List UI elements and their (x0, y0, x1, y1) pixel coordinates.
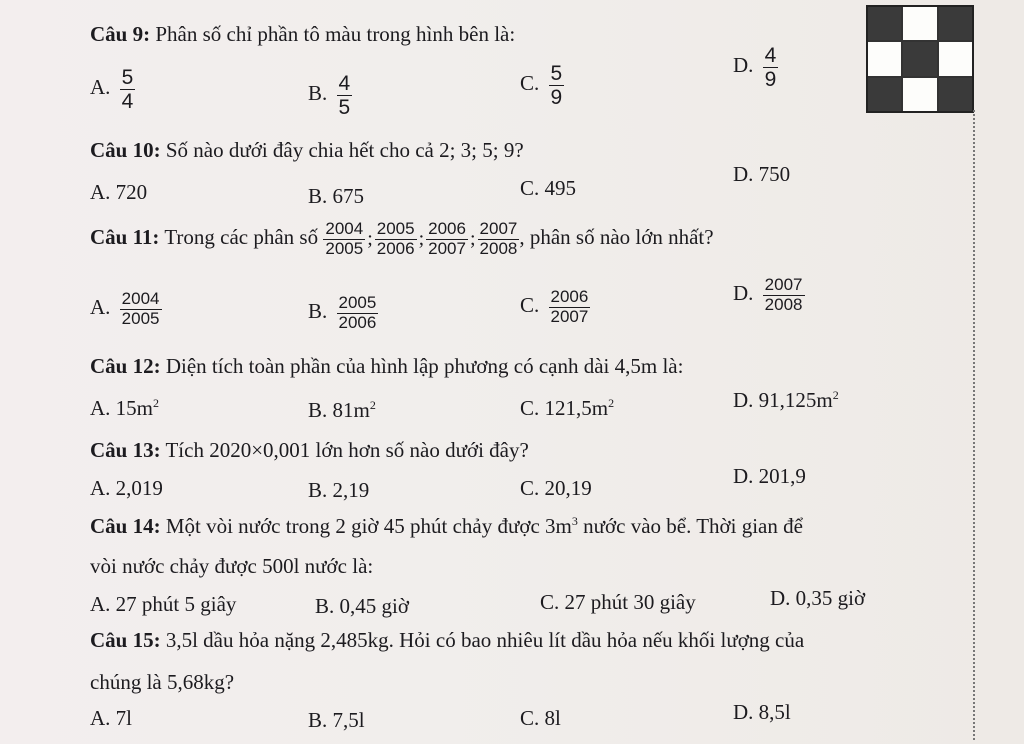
shaded-cell (939, 78, 972, 111)
fraction: $\frac{2005}{2006}$ (376, 219, 415, 258)
question-14-line-2: vòi nước chảy được 500l nước là: (90, 554, 374, 578)
option-c: C. $\frac{2006}{2007}$ (520, 287, 589, 326)
option-b: B. 675 (308, 184, 365, 208)
blank-cell (939, 42, 972, 75)
option-a: A. 27 phút 5 giây (90, 592, 237, 616)
option-b: B. 2,19 (308, 478, 370, 502)
question-text: Trong các phân số (164, 225, 319, 249)
question-label: Câu 12: (90, 354, 161, 378)
volume: $3m^3$ (545, 514, 578, 538)
option-b: B. 0,45 giờ (315, 594, 409, 618)
checkerboard-figure (866, 5, 974, 113)
shaded-cell (939, 7, 972, 40)
option-a: A. 7l (90, 706, 132, 730)
option-d: D. 201,9 (733, 464, 806, 488)
option-a: A. $\frac{2004}{2005}$ (90, 289, 160, 328)
question-text: 3,5l dầu hỏa nặng 2,485kg. Hỏi có bao nhiêu lít dầu hỏa nếu khối lượng của (165, 628, 805, 652)
margin-dotted-line (973, 110, 975, 740)
question-10 (90, 138, 524, 163)
option-c: C. $121,5m^2$ (520, 396, 615, 420)
question-label: Câu 14: (90, 514, 161, 538)
fraction: $\frac{5}{9}$ (550, 62, 563, 110)
option-c: C. 495 (520, 176, 577, 200)
blank-cell (903, 7, 936, 40)
option-d: D. 0,35 giờ (770, 586, 866, 610)
option-d: D. 750 (733, 162, 791, 186)
question-text-tail: , phân số nào lớn nhất? (519, 225, 714, 249)
question-label: Câu 11: (90, 225, 160, 249)
option-a: A. 720 (90, 180, 148, 204)
fraction: $\frac{5}{4}$ (121, 66, 134, 114)
option-d: D. 8,5l (733, 700, 791, 724)
question-11: Câu 11: Trong các phân số $\frac{2004}{2005}$ ; $\frac{2005}{2006}$ ; $\frac{2006}{2007}$ ; $\frac{2007}{2008}$ , phân số nào lớn nhất? (90, 219, 714, 258)
question-label: Câu 13: (90, 438, 161, 462)
fraction: $\frac{2006}{2007}$ (428, 219, 466, 258)
fraction: $\frac{2005}{2006}$ (338, 293, 377, 332)
shaded-cell (868, 7, 901, 40)
fraction: $\frac{2007}{2008}$ (479, 219, 518, 258)
blank-cell (903, 78, 936, 111)
fraction: $\frac{4}{9}$ (764, 44, 777, 92)
option-c: C. 8l (520, 706, 561, 730)
option-c: C. 27 phút 30 giây (540, 590, 696, 614)
fraction: $\frac{4}{5}$ (338, 72, 351, 120)
fraction: $\frac{2006}{2007}$ (550, 287, 589, 326)
option-c: C. 20,19 (520, 476, 592, 500)
question-text: Số nào dưới đây chia hết cho cả 2; 3; 5; 9? (165, 138, 524, 162)
question-14 (90, 514, 803, 539)
question-text: Tích 2020×0,001 lớn hơn số nào dưới đây? (165, 438, 529, 462)
option-d: D. $91,125m^2$ (733, 388, 839, 412)
question-label: Câu 9: (90, 22, 151, 46)
question-text: Một vòi nước trong 2 giờ 45 phút chảy được (165, 514, 540, 538)
option-b: B. $81m^2$ (308, 398, 376, 422)
question-12 (90, 354, 683, 379)
option-a: A. $15m^2$ (90, 396, 159, 420)
question-text-tail: nước vào bể. Thời gian để (583, 514, 803, 538)
question-text: Diện tích toàn phần của hình lập phương có cạnh dài 4,5m là: (165, 354, 684, 378)
question-15-line-2: chúng là 5,68kg? (90, 670, 235, 694)
fraction: $\frac{2004}{2005}$ (121, 289, 160, 328)
option-c: C. $\frac{5}{9}$ (520, 62, 563, 110)
question-15 (90, 628, 804, 653)
question-label: Câu 10: (90, 138, 161, 162)
question-13 (90, 438, 529, 463)
option-a: A. 2,019 (90, 476, 163, 500)
question-text: Phân số chỉ phần tô màu trong hình bên là: (155, 22, 516, 46)
option-d: D. $\frac{4}{9}$ (733, 44, 777, 92)
blank-cell (868, 42, 901, 75)
option-d: D. $\frac{2007}{2008}$ (733, 275, 803, 314)
option-a: A. $\frac{5}{4}$ (90, 66, 134, 114)
option-b: B. $\frac{4}{5}$ (308, 72, 351, 120)
question-label: Câu 15: (90, 628, 161, 652)
option-b: B. 7,5l (308, 708, 365, 732)
question-9 (90, 22, 515, 47)
shaded-cell (868, 78, 901, 111)
fraction: $\frac{2007}{2008}$ (764, 275, 803, 314)
option-b: B. $\frac{2005}{2006}$ (308, 293, 377, 332)
shaded-cell (903, 42, 936, 75)
fraction: $\frac{2004}{2005}$ (325, 219, 364, 258)
